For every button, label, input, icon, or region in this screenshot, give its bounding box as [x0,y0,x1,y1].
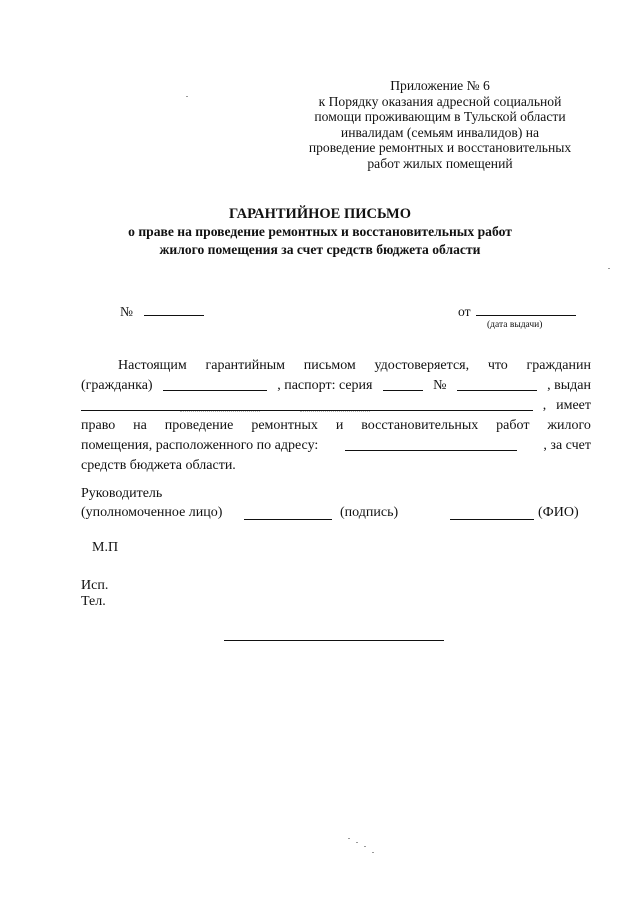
letter-number-block [120,304,204,320]
body-word: письмом [303,358,356,373]
body-line-3 [81,396,591,416]
body-line-4 [81,416,591,436]
body-line-6: средств бюджета области. [81,458,236,473]
body-word: гарантийным [205,358,286,373]
appendix-line: проведение ремонтных и восстановительных [308,140,572,156]
body-word: помещения, расположенного по адресу: [81,438,319,453]
body-word: и [335,418,344,433]
scan-speck [608,268,610,269]
body-word: (гражданка) [81,378,153,393]
body-word: проведение [164,418,234,433]
authorized-person-label: (уполномоченное лицо) [81,505,223,520]
body-word: на [133,418,147,433]
scan-artifact [180,411,260,412]
body-line-2 [81,376,591,396]
executor-label: Исп. [81,578,109,593]
document-subtitle-line-1: о праве на проведение ремонтных и восстановительных работ [128,224,512,239]
appendix-line: к Порядку оказания адресной социальной [318,93,562,109]
fio-label: (ФИО) [538,505,579,520]
body-word: , [542,398,547,413]
body-word: ремонтных [251,418,318,433]
scan-speck [186,96,188,97]
scan-speck [372,852,374,853]
body-word: право [81,418,116,433]
issued-by-blank[interactable] [81,396,533,411]
signature-blank[interactable] [244,505,332,520]
body-word: жилого [547,418,591,433]
number-blank[interactable] [144,304,204,316]
passport-series-blank[interactable] [383,376,423,391]
body-word: удостоверяется, [374,358,470,373]
body-word: № [433,378,447,393]
phone-label: Тел. [81,594,106,609]
number-label: № [120,304,133,319]
body-word: восстановительных [361,418,479,433]
document-subtitle-line-2: жилого помещения за счет средств бюджета области [159,242,481,257]
body-word: что [487,358,508,373]
citizen-name-blank[interactable] [163,376,267,391]
scan-speck [348,838,350,839]
date-caption: (дата выдачи) [487,320,543,330]
scan-speck [364,846,366,847]
bottom-divider [224,640,444,641]
appendix-header [280,78,600,172]
stamp-place-label: М.П [92,540,119,555]
body-word: гражданин [526,358,591,373]
body-word: работ [496,418,530,433]
scan-speck [356,842,358,843]
date-blank[interactable] [476,304,576,316]
signature-head: Руководитель [81,486,163,501]
appendix-title: Приложение № 6 [390,78,490,93]
scan-artifact [300,411,370,412]
body-word: имеет [556,398,591,413]
signature-label: (подпись) [340,505,399,520]
body-word: , за счет [543,438,591,453]
date-label: от [458,304,471,319]
document-title: ГАРАНТИЙНОЕ ПИСЬМО [229,206,411,222]
body-line-5 [81,436,591,456]
passport-number-blank[interactable] [457,376,537,391]
address-blank[interactable] [345,436,517,451]
body-word: , паспорт: серия [277,378,373,393]
appendix-line: работ жилых помещений [367,155,513,171]
body-word: , выдан [547,378,591,393]
body-line-1 [81,356,591,376]
fio-blank[interactable] [450,505,534,520]
body-paragraph [81,356,591,476]
body-word: Настоящим [118,358,187,373]
letter-date-block [458,304,576,320]
appendix-line: инвалидам (семьям инвалидов) на [340,124,540,140]
appendix-line: помощи проживающим в Тульской области [314,109,566,125]
